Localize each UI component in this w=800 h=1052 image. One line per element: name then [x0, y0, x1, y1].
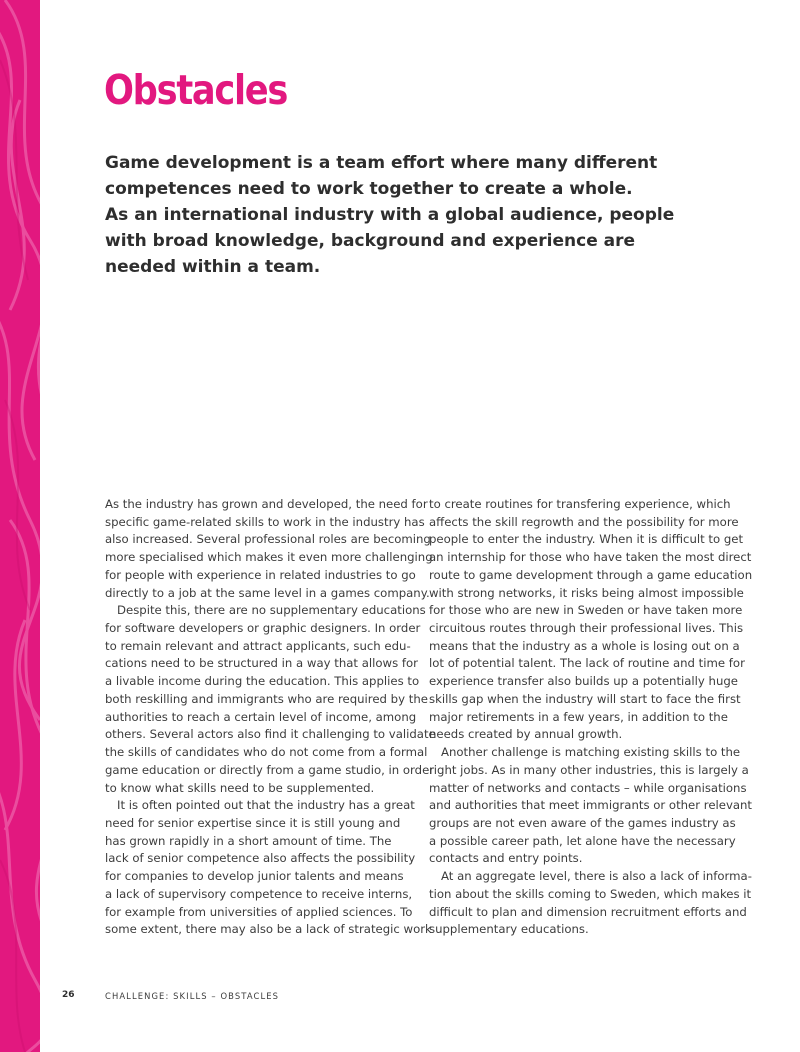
body-line: lack of senior competence also affects the possibility	[105, 851, 416, 866]
body-line: both reskilling and immigrants who are required by the	[105, 691, 428, 706]
body-line: for people with experience in related industries to go	[105, 567, 416, 582]
body-line: matter of networks and contacts – while organisations	[429, 780, 747, 795]
body-line: for example from universities of applied sciences. To	[105, 904, 413, 919]
body-line: needs created by annual growth.	[429, 727, 623, 742]
body-line: more specialised which makes it even more challenging	[105, 550, 433, 565]
body-line: right jobs. As in many other industries, this is largely a	[429, 762, 749, 777]
body-line: and authorities that meet immigrants or other relevant	[429, 798, 753, 813]
body-line: groups are not even aware of the games industry as	[429, 815, 736, 830]
body-line: for those who are new in Sweden or have taken more	[429, 603, 743, 618]
body-line: game education or directly from a game studio, in order	[105, 762, 435, 777]
intro-line: As an international industry with a global audience, people	[105, 205, 675, 225]
body-line: At an aggregate level, there is also a lack of informa-	[441, 869, 752, 884]
body-line: some extent, there may also be a lack of strategic work	[105, 922, 432, 937]
body-line: experience transfer also builds up a potentially huge	[429, 674, 738, 689]
body-line: people to enter the industry. When it is difficult to get	[429, 532, 744, 547]
body-line: to create routines for transfering experience, which	[429, 497, 731, 511]
body-line: for software developers or graphic designers. In order	[105, 621, 421, 636]
body-line: others. Several actors also find it challenging to validate	[105, 727, 436, 742]
body-line: authorities to reach a certain level of income, among	[105, 709, 417, 724]
body-line: the skills of candidates who do not come from a formal	[105, 745, 428, 760]
intro-paragraph	[105, 150, 745, 280]
body-line: Another challenge is matching existing skills to the	[441, 745, 741, 760]
body-line: a possible career path, let alone have the necessary	[429, 833, 736, 848]
body-line: has grown rapidly in a short amount of time. The	[105, 833, 392, 848]
body-line: major retirements in a few years, in addition to the	[429, 709, 728, 724]
body-line: route to game development through a game education	[429, 567, 753, 582]
page-number: 26	[62, 990, 75, 1000]
body-line: specific game-related skills to work in the industry has	[105, 514, 425, 529]
intro-line: with broad knowledge, background and experience are	[105, 231, 636, 251]
intro-line: Game development is a team effort where many different	[105, 153, 658, 173]
body-line: also increased. Several professional roles are becoming	[105, 532, 431, 547]
swirl-pattern-icon	[0, 0, 40, 1052]
body-line: for companies to develop junior talents and means	[105, 869, 404, 884]
body-line: cations need to be structured in a way that allows for	[105, 656, 418, 671]
body-line: an internship for those who have taken the most direct	[429, 550, 752, 565]
body-line: a lack of supervisory competence to receive interns,	[105, 886, 413, 901]
intro-line: needed within a team.	[105, 257, 321, 277]
body-line: contacts and entry points.	[429, 851, 583, 866]
footer-section-label: CHALLENGE: SKILLS – OBSTACLES	[105, 991, 280, 1001]
body-line: difficult to plan and dimension recruitment efforts and	[429, 904, 747, 919]
body-line: a livable income during the education. This applies to	[105, 674, 420, 689]
body-line: to know what skills need to be supplemented.	[105, 780, 375, 795]
body-line: tion about the skills coming to Sweden, which makes it	[429, 886, 752, 901]
body-column-left	[105, 496, 436, 939]
body-line: skills gap when the industry will start to face the first	[429, 691, 741, 706]
body-line: with strong networks, it risks being almost impossible	[429, 585, 744, 600]
body-line: As the industry has grown and developed, the need for	[105, 497, 428, 511]
body-line: directly to a job at the same level in a games company.	[105, 585, 430, 600]
body-line: need for senior expertise since it is still young and	[105, 815, 401, 830]
body-line: Despite this, there are no supplementary educations	[117, 603, 426, 618]
decorative-side-band	[0, 0, 40, 1052]
body-line: to remain relevant and attract applicants, such edu-	[105, 638, 411, 653]
body-column-right	[429, 496, 753, 939]
body-line: circuitous routes through their professional lives. This	[429, 621, 744, 636]
page-title: Obstacles	[104, 66, 288, 114]
body-line: affects the skill regrowth and the possibility for more	[429, 514, 739, 529]
body-line: means that the industry as a whole is losing out on a	[429, 638, 740, 653]
body-line: It is often pointed out that the industry has a great	[117, 798, 415, 813]
body-line: supplementary educations.	[429, 922, 589, 937]
intro-line: competences need to work together to create a whole.	[105, 179, 633, 199]
body-line: lot of potential talent. The lack of routine and time for	[429, 656, 745, 671]
